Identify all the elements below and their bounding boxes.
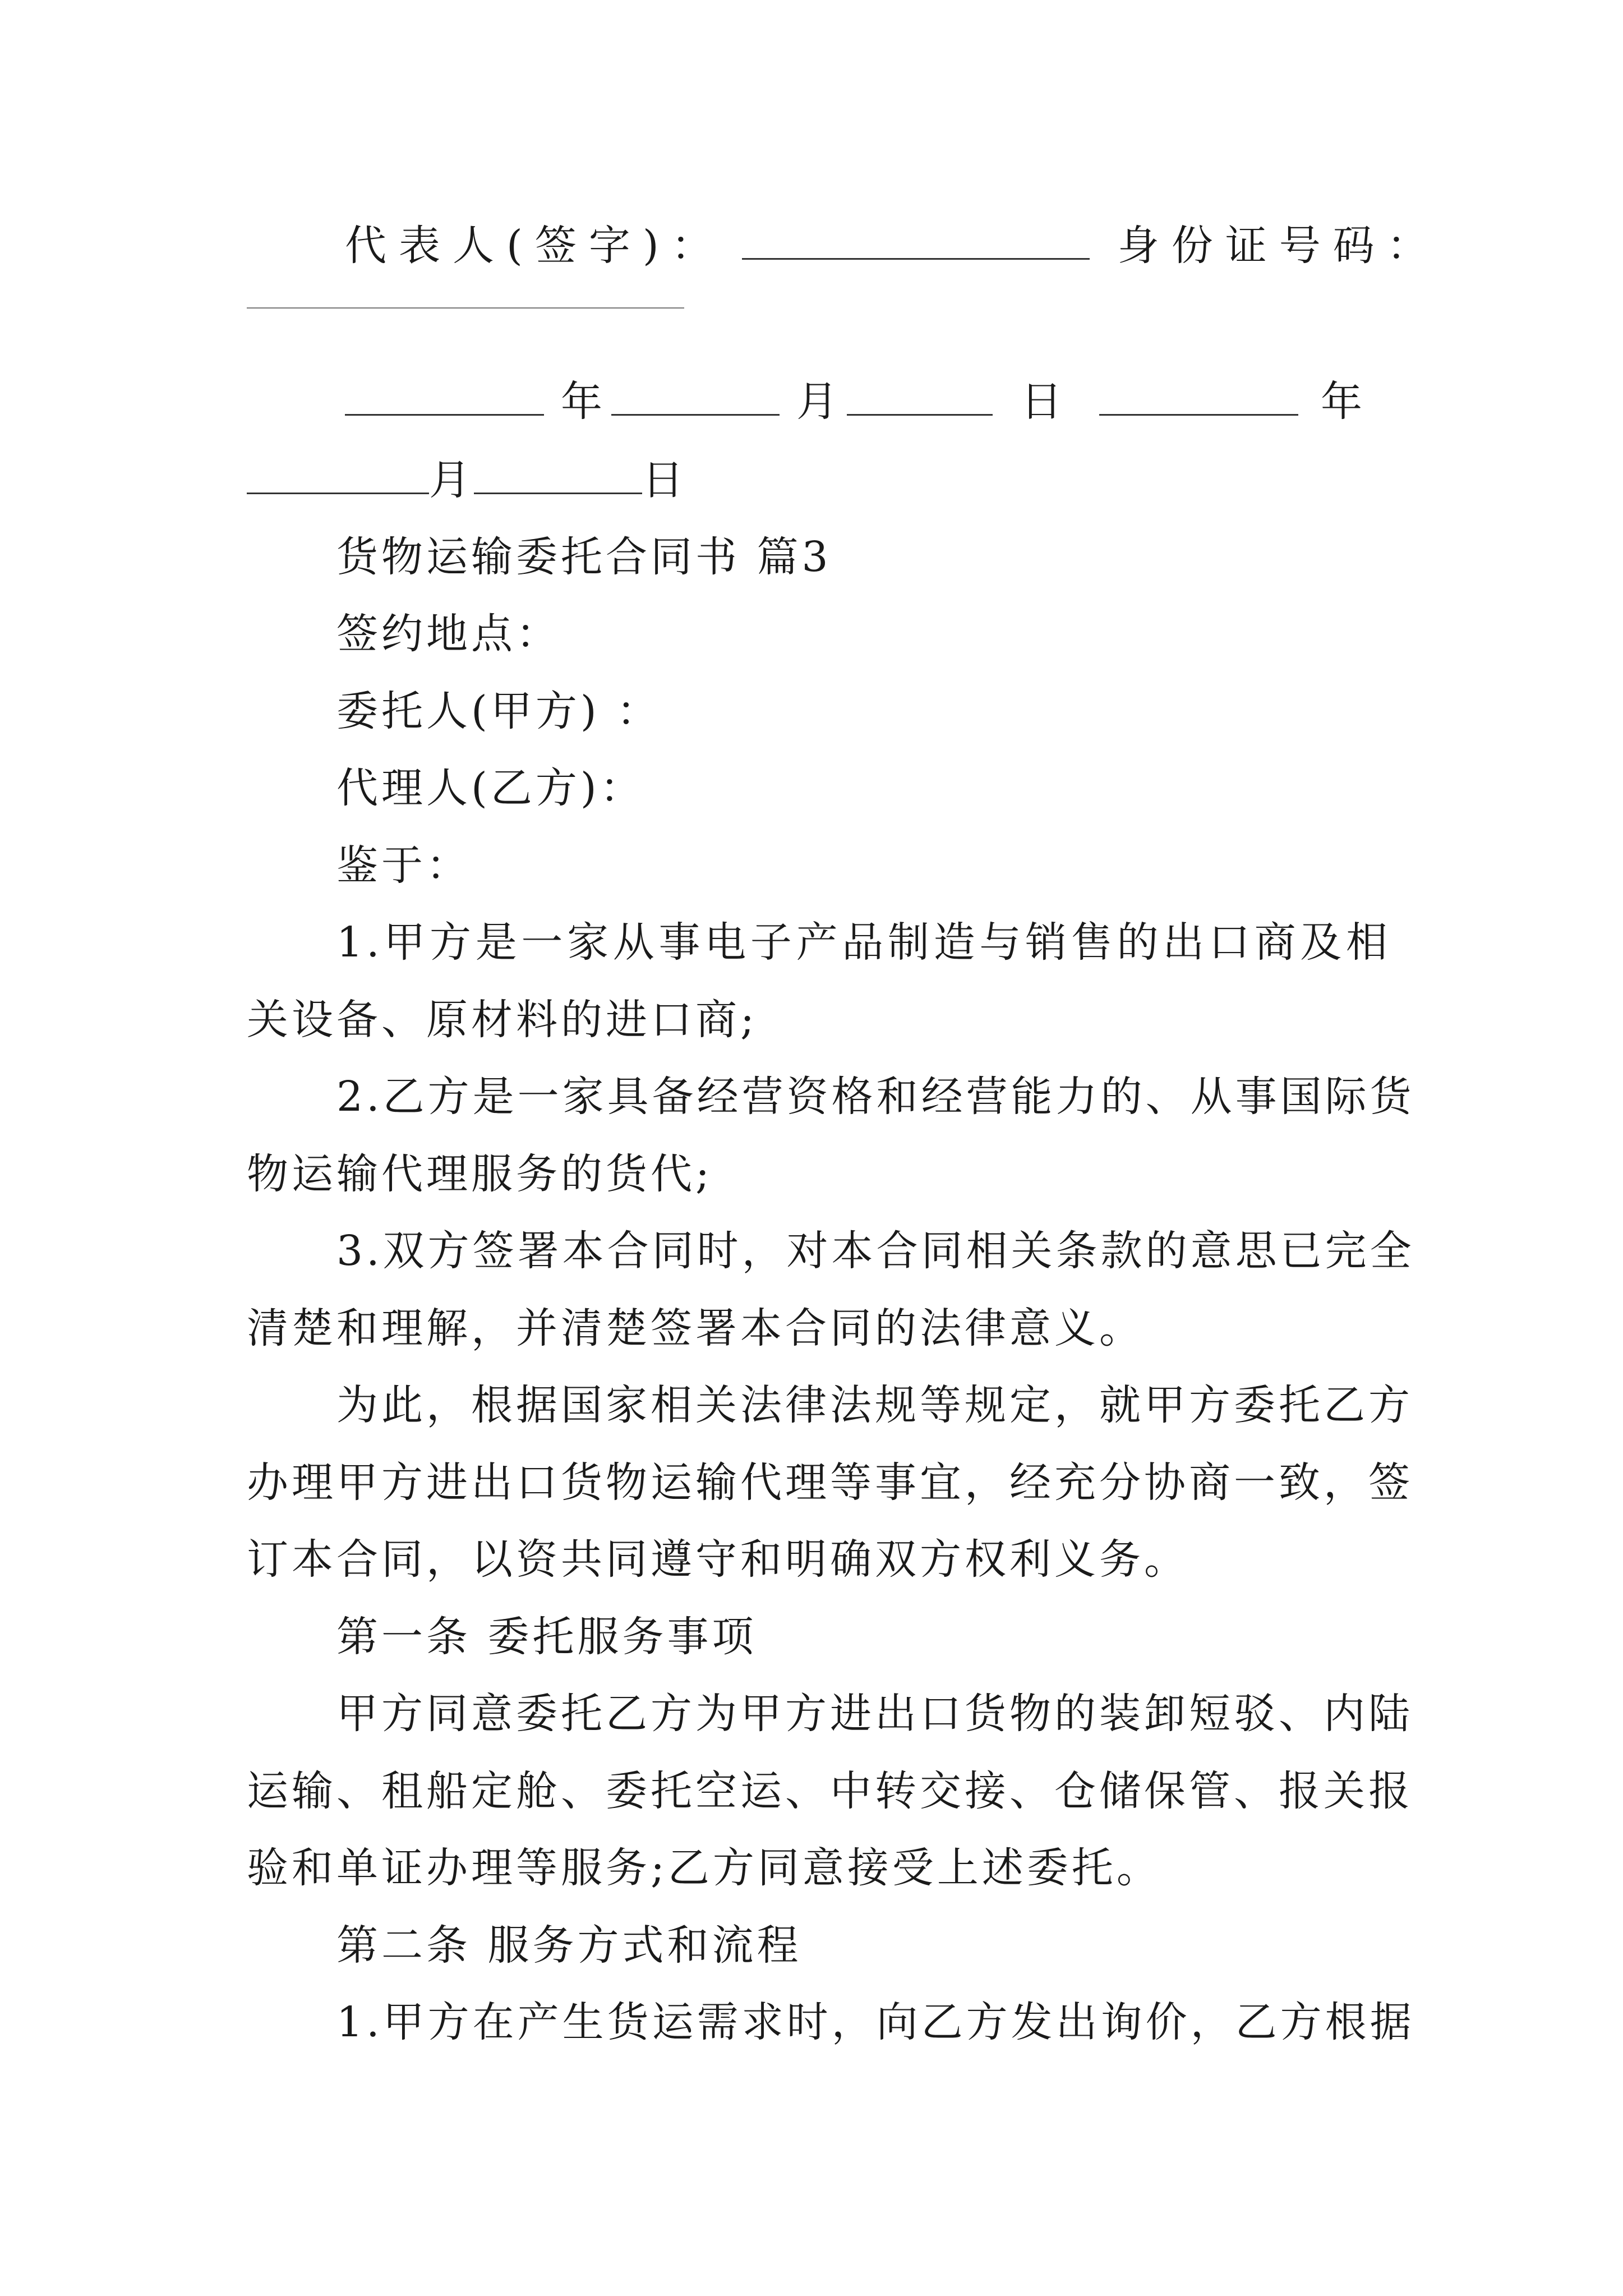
year-label-2: 年 bbox=[1321, 378, 1366, 426]
representative-signature-blank bbox=[742, 219, 1090, 260]
agent-party: 代理人(乙方)： bbox=[336, 764, 645, 812]
month-blank-1 bbox=[611, 375, 780, 416]
purpose-line-3: 订本合同，以资共同遵守和明确双方权利义务。 bbox=[247, 1535, 1189, 1584]
year-blank-1 bbox=[345, 375, 544, 416]
recital-1-line-2: 关设备、原材料的进口商; bbox=[247, 996, 758, 1044]
day-label-1: 日 bbox=[1021, 378, 1066, 426]
purpose-line-1: 为此，根据国家相关法律法规等规定，就甲方委托乙方 bbox=[336, 1381, 1413, 1429]
id-number-blank bbox=[247, 307, 684, 309]
principal-party: 委托人(甲方) ： bbox=[336, 687, 662, 735]
id-number-label: 身份证号码： bbox=[1117, 222, 1441, 270]
day-blank-2 bbox=[474, 453, 642, 494]
month-label-2: 月 bbox=[429, 456, 474, 504]
year-label-1: 年 bbox=[561, 378, 606, 426]
article-1-line-2: 运输、租船定舱、委托空运、中转交接、仓储保管、报关报 bbox=[247, 1767, 1413, 1815]
article-1-line-1: 甲方同意委托乙方为甲方进出口货物的装卸短驳、内陆 bbox=[336, 1690, 1413, 1738]
article-1-line-3: 验和单证办理等服务;乙方同意接受上述委托。 bbox=[247, 1844, 1161, 1892]
date-line bbox=[345, 375, 1366, 427]
article-1-title: 第一条 委托服务事项 bbox=[336, 1613, 757, 1661]
signature-line bbox=[345, 219, 1441, 271]
day-label-2: 日 bbox=[642, 456, 687, 504]
date-line-cont bbox=[247, 453, 687, 505]
day-blank-1 bbox=[847, 375, 993, 416]
recital-3-line-2: 清楚和理解，并清楚签署本合同的法律意义。 bbox=[247, 1304, 1144, 1352]
sign-place: 签约地点： bbox=[336, 610, 561, 658]
whereas-label: 鉴于： bbox=[336, 841, 471, 890]
recital-1-line-1: 1.甲方是一家从事电子产品制造与销售的出口商及相 bbox=[336, 918, 1391, 967]
article-2-title: 第二条 服务方式和流程 bbox=[336, 1921, 802, 1970]
recital-3-line-1: 3.双方签署本合同时，对本合同相关条款的意思已完全 bbox=[336, 1227, 1415, 1275]
representative-label: 代表人(签字)： bbox=[345, 222, 725, 270]
recital-2-line-1: 2.乙方是一家具备经营资格和经营能力的、从事国际货 bbox=[336, 1073, 1415, 1121]
month-label-1: 月 bbox=[796, 378, 841, 426]
article-2-line-1: 1.甲方在产生货运需求时，向乙方发出询价，乙方根据 bbox=[336, 1998, 1415, 2046]
contract-heading: 货物运输委托合同书 篇3 bbox=[336, 533, 832, 581]
purpose-line-2: 办理甲方进出口货物运输代理等事宜，经充分协商一致，签 bbox=[247, 1458, 1413, 1507]
recital-2-line-2: 物运输代理服务的货代; bbox=[247, 1150, 713, 1198]
year-blank-2 bbox=[1099, 375, 1298, 416]
month-blank-2 bbox=[247, 453, 429, 494]
